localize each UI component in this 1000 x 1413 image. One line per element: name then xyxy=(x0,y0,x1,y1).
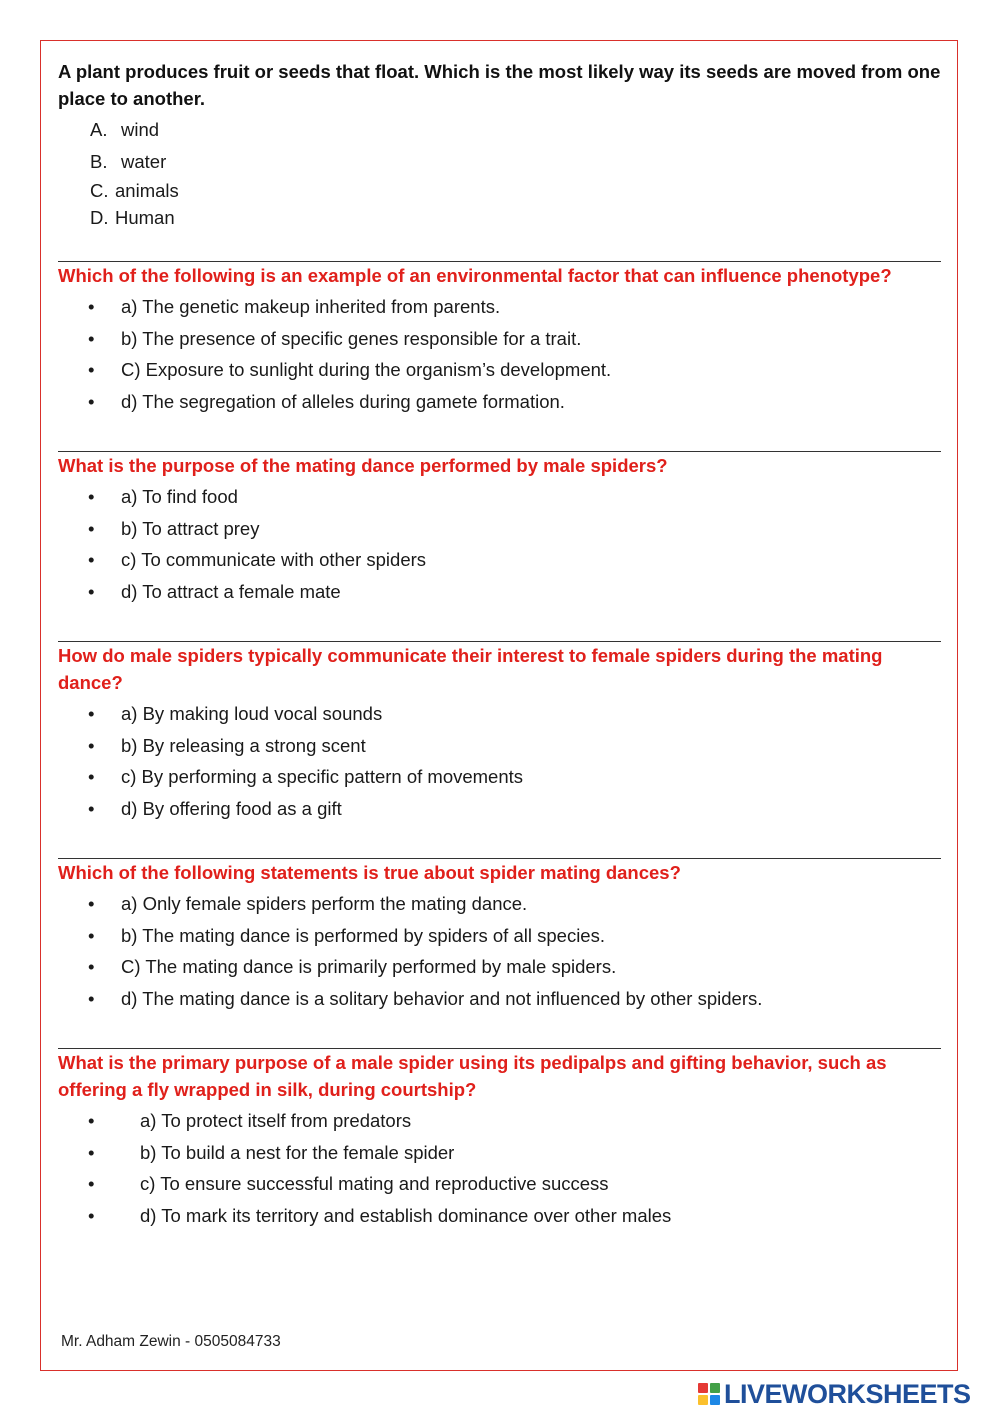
question-2-options xyxy=(58,291,941,417)
option-d[interactable] xyxy=(58,386,941,418)
option-a[interactable] xyxy=(58,888,941,920)
option-text: d) The segregation of alleles during gamete formation. xyxy=(121,390,565,412)
option-text: d) To mark its territory and establish dominance over other males xyxy=(140,1204,672,1226)
option-text: c) By performing a specific pattern of movements xyxy=(121,766,524,787)
bullet-icon: • xyxy=(88,956,95,977)
question-1 xyxy=(58,58,941,231)
bullet-icon: • xyxy=(88,1173,95,1194)
footer-author: Mr. Adham Zewin - 0505084733 xyxy=(61,1333,281,1350)
option-text: a) To protect itself from predators xyxy=(140,1110,412,1131)
question-3-options xyxy=(58,481,941,607)
logo-text: LIVEWORKSHEETS xyxy=(724,1378,971,1409)
option-text: b) The presence of specific genes responsible for a trait. xyxy=(121,327,582,349)
option-c[interactable] xyxy=(58,951,941,983)
option-b[interactable] xyxy=(58,1137,941,1169)
bullet-icon: • xyxy=(88,517,95,539)
bullet-icon: • xyxy=(88,1141,95,1163)
option-b[interactable] xyxy=(58,323,941,355)
bullet-icon: • xyxy=(88,766,95,787)
option-a[interactable] xyxy=(58,698,941,730)
option-text: c) To ensure successful mating and reproductive success xyxy=(140,1173,609,1194)
option-text: a) The genetic makeup inherited from parents. xyxy=(121,296,501,317)
option-b[interactable] xyxy=(58,513,941,545)
option-text: c) To communicate with other spiders xyxy=(121,549,427,570)
bullet-icon: • xyxy=(88,924,95,946)
question-5 xyxy=(58,858,941,1014)
question-1-options xyxy=(58,114,941,231)
question-4-options xyxy=(58,698,941,824)
logo-grid-icon xyxy=(698,1383,720,1405)
option-text: Human xyxy=(115,207,175,228)
bullet-icon: • xyxy=(88,987,95,1009)
bullet-icon: • xyxy=(88,359,95,380)
option-d[interactable] xyxy=(58,576,941,608)
option-text: d) By offering food as a gift xyxy=(121,797,342,819)
option-d[interactable] xyxy=(58,204,941,231)
bullet-icon: • xyxy=(88,327,95,349)
question-6-title: What is the primary purpose of a male spider using its pedipalps and gifting behavior, such as offering a fly wrapped in silk, during courtship? xyxy=(58,1052,887,1100)
option-d[interactable] xyxy=(58,983,941,1015)
option-a[interactable] xyxy=(58,291,941,323)
bullet-icon: • xyxy=(88,549,95,570)
bullet-icon: • xyxy=(88,390,95,412)
option-marker: D. xyxy=(90,207,109,228)
option-b[interactable] xyxy=(58,146,941,178)
bullet-icon: • xyxy=(88,1110,95,1131)
liveworksheets-logo[interactable] xyxy=(698,1377,971,1411)
option-c[interactable] xyxy=(58,544,941,576)
option-b[interactable] xyxy=(58,920,941,952)
option-b[interactable] xyxy=(58,730,941,762)
bullet-icon: • xyxy=(88,734,95,756)
bullet-icon: • xyxy=(88,797,95,819)
question-5-title: Which of the following statements is true about spider mating dances? xyxy=(58,862,681,883)
bullet-icon: • xyxy=(88,703,95,724)
option-c[interactable] xyxy=(58,1168,941,1200)
option-c[interactable] xyxy=(58,354,941,386)
question-3 xyxy=(58,451,941,607)
bullet-icon: • xyxy=(88,296,95,317)
question-5-options xyxy=(58,888,941,1014)
option-c[interactable] xyxy=(58,177,941,204)
bullet-icon: • xyxy=(88,580,95,602)
option-d[interactable] xyxy=(58,1200,941,1232)
option-marker: C. xyxy=(90,180,109,201)
option-a[interactable] xyxy=(58,114,941,146)
option-d[interactable] xyxy=(58,793,941,825)
option-text: water xyxy=(121,150,167,172)
question-3-title: What is the purpose of the mating dance performed by male spiders? xyxy=(58,455,668,476)
option-c[interactable] xyxy=(58,761,941,793)
option-text: animals xyxy=(115,180,179,201)
bullet-icon: • xyxy=(88,486,95,507)
question-2-title: Which of the following is an example of an environmental factor that can influence phenotype? xyxy=(58,265,892,286)
option-text: a) Only female spiders perform the mating dance. xyxy=(121,893,528,914)
option-a[interactable] xyxy=(58,1105,941,1137)
question-6-options xyxy=(58,1105,941,1231)
question-4 xyxy=(58,641,941,824)
option-text: b) To attract prey xyxy=(121,517,260,539)
option-text: b) To build a nest for the female spider xyxy=(140,1141,455,1163)
option-text: b) The mating dance is performed by spiders of all species. xyxy=(121,924,605,946)
option-text: d) To attract a female mate xyxy=(121,580,341,602)
bullet-icon: • xyxy=(88,1204,95,1226)
option-text: a) To find food xyxy=(121,486,238,507)
option-text: C) The mating dance is primarily performed by male spiders. xyxy=(121,956,617,977)
option-text: C) Exposure to sunlight during the organism’s development. xyxy=(121,359,612,380)
question-1-title: A plant produces fruit or seeds that float. Which is the most likely way its seeds are moved from one place to another. xyxy=(58,61,941,109)
question-2 xyxy=(58,261,941,417)
option-text: b) By releasing a strong scent xyxy=(121,734,366,756)
bullet-icon: • xyxy=(88,893,95,914)
option-a[interactable] xyxy=(58,481,941,513)
question-6 xyxy=(58,1048,941,1231)
option-text: wind xyxy=(121,119,160,140)
option-marker: A. xyxy=(90,119,108,140)
option-text: a) By making loud vocal sounds xyxy=(121,703,383,724)
option-marker: B. xyxy=(90,150,108,172)
option-text: d) The mating dance is a solitary behavior and not influenced by other spiders. xyxy=(121,987,763,1009)
question-4-title: How do male spiders typically communicate their interest to female spiders during the mating dance? xyxy=(58,645,883,693)
